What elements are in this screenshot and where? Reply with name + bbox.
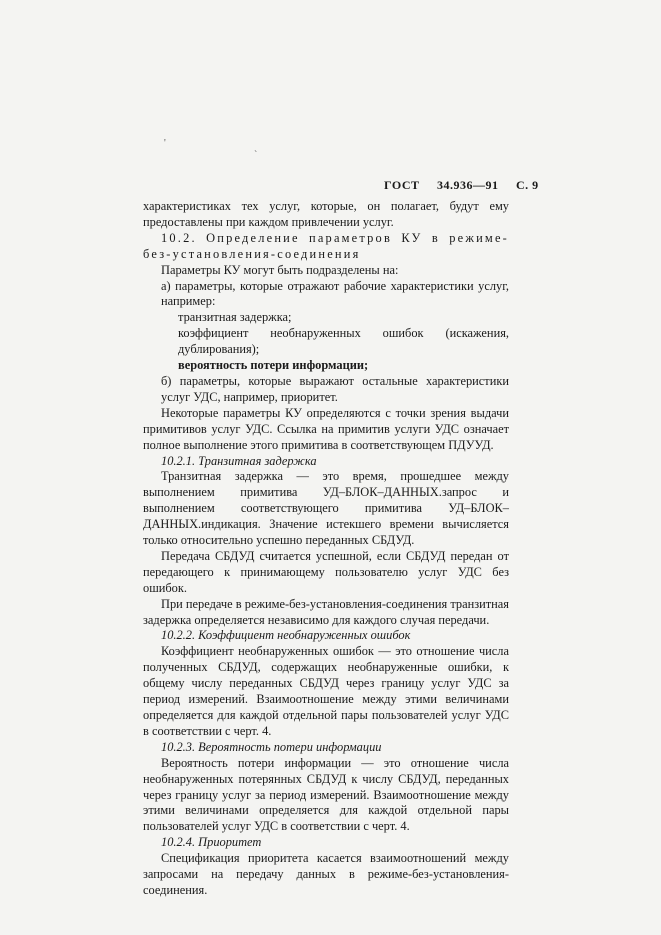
header-number: 34.936—91 [437,178,499,192]
paragraph: Транзитная задержка — это время, прошедшее между выполнением примитива УД–БЛОК–ДАННЫХ.запрос и выполнением соответствующего примитива УД–БЛОК–ДАННЫХ.индикация. Значение истекшего времени вычисляется только относительно успешно переданных СБДУД. [143,469,509,548]
page-header [384,178,539,193]
list-item: а) параметры, которые отражают рабочие характеристики услуг, например: [161,278,509,309]
section-heading: 10.2. Определение параметров КУ в режиме-без-установления-соединения [143,230,509,261]
paragraph: Параметры КУ могут быть подразделены на: [161,262,399,277]
paragraph: Некоторые параметры КУ определяются с точки зрения выдачи примитивов услуг УДС. Ссылка на примитив услуги УДС означает полное выполнение этого примитива в соответствующем ПДУУД. [143,405,509,452]
subsection-heading: 10.2.4. Приоритет [161,835,262,850]
document-body [143,199,509,899]
paragraph: Вероятность потери информации — это отношение числа необнаруженных потерянных СБДУД к числу СБДУД, переданных через границу услуг за период измерений. Взаимоотношение между этими величинами определяется для каждой отдельной пары пользователей услуг УДС в соответствии с черт. 4. [143,755,509,834]
list-subitem: транзитная задержка; [178,310,292,325]
subsection-heading: 10.2.1. Транзитная задержка [161,453,317,468]
scan-speck: ` [254,150,258,161]
paragraph: Передача СБДУД считается успешной, если СБДУД передан от передающего к принимающему пользователю услуг УДС без ошибок. [143,548,509,595]
header-standard: ГОСТ [384,178,420,192]
paragraph: Спецификация приоритета касается взаимоотношений между запросами на передачу данных в режиме-без-установления-соединения. [143,851,509,897]
subsection-heading: 10.2.2. Коэффициент необнаруженных ошибок [161,628,411,643]
paragraph: характеристиках тех услуг, которые, он полагает, будут ему предоставлены при каждом привлечении услуг. [143,199,509,229]
list-subitem: коэффициент необнаруженных ошибок (искажения, дублирования); [178,326,509,357]
list-subitem: вероятность потери информации; [178,358,369,373]
paragraph: При передаче в режиме-без-установления-соединения транзитная задержка определяется независимо для каждого случая передачи. [143,596,509,627]
paragraph: Коэффициент необнаруженных ошибок — это отношение числа полученных СБДУД, содержащих необнаруженные ошибки, к общему числу переданных СБДУД через границу услуг УДС за период измерений. Взаимоотношение между этими величинами определяется для каждой отдельной пары пользователей услуг УДС в соответствии с черт. 4. [143,644,509,738]
scan-speck: ' [164,138,166,149]
list-item: б) параметры, которые выражают остальные характеристики услуг УДС, например, приоритет. [161,373,509,404]
header-page: С. 9 [516,178,539,192]
subsection-heading: 10.2.3. Вероятность потери информации [161,739,382,754]
